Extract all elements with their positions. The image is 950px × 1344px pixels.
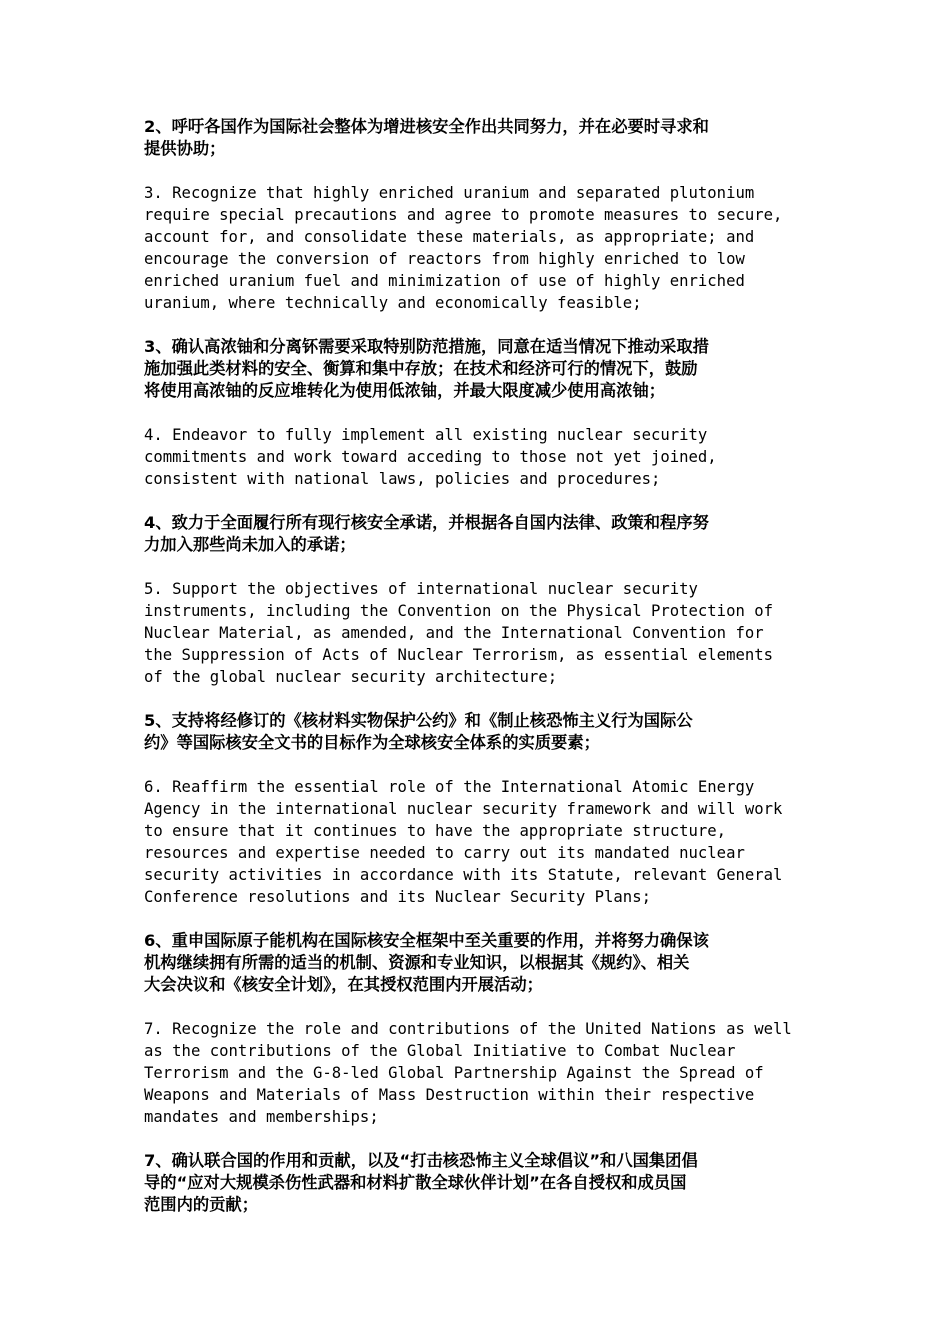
paragraph-2-zh: 2、呼吁各国作为国际社会整体为增进核安全作出共同努力，并在必要时寻求和 提供协助； [144,117,709,158]
paragraph-6-en: 6. Reaffirm the essential role of the International Atomic Energy Agency in the international nuclear security framework and will work to ensure that it continues to have the appropriate structure, resources and expertise needed to carry out its mandated nuclear security activities in accordance with its Statute, relevant General Conference resolutions and its Nuclear Security Plans; [144,778,783,906]
paragraph-7-en: 7. Recognize the role and contributions of the United Nations as well as the contributions of the Global Initiative to Combat Nuclear Terrorism and the G-8-led Global Partnership Against the Spread of Weapons and Materials of Mass Destruction within their respective mandates and memberships; [144,1020,792,1126]
paragraph-6-zh: 6、重申国际原子能机构在国际核安全框架中至关重要的作用，并将努力确保该 机构继续拥有所需的适当的机制、资源和专业知识，以根据其《规约》、相关 大会决议和《核安全计划》，在其授权范围内开展活动； [144,931,709,994]
paragraph-3-zh: 3、确认高浓铀和分离钚需要采取特别防范措施，同意在适当情况下推动采取措 施加强此类材料的安全、衡算和集中存放；在技术和经济可行的情况下，鼓励 将使用高浓铀的反应堆转化为使用低浓铀，并最大限度减少使用高浓铀； [144,337,709,400]
paragraph-3-en: 3. Recognize that highly enriched uranium and separated plutonium require special precautions and agree to promote measures to secure, account for, and consolidate these materials, as appropriate; and encourage the conversion of reactors from highly enriched to low enriched uranium fuel and minimization of use of highly enriched uranium, where technically and economically feasible; [144,184,783,312]
document-body [144,116,814,1238]
paragraph-5-zh: 5、支持将经修订的《核材料实物保护公约》和《制止核恐怖主义行为国际公 约》等国际核安全文书的目标作为全球核安全体系的实质要素； [144,711,693,752]
paragraph-4-en: 4. Endeavor to fully implement all existing nuclear security commitments and work toward acceding to those not yet joined, consistent with national laws, policies and procedures; [144,426,717,488]
paragraph-5-en: 5. Support the objectives of international nuclear security instruments, including the Convention on the Physical Protection of Nuclear Material, as amended, and the International Convention for the Suppression of Acts of Nuclear Terrorism, as essential elements of the global nuclear security architecture; [144,580,774,686]
paragraph-4-zh: 4、致力于全面履行所有现行核安全承诺，并根据各自国内法律、政策和程序努 力加入那些尚未加入的承诺； [144,513,709,554]
paragraph-7-zh: 7、确认联合国的作用和贡献，以及“打击核恐怖主义全球倡议”和八国集团倡 导的“应对大规模杀伤性武器和材料扩散全球伙伴计划”在各自授权和成员国 范围内的贡献； [144,1151,698,1214]
